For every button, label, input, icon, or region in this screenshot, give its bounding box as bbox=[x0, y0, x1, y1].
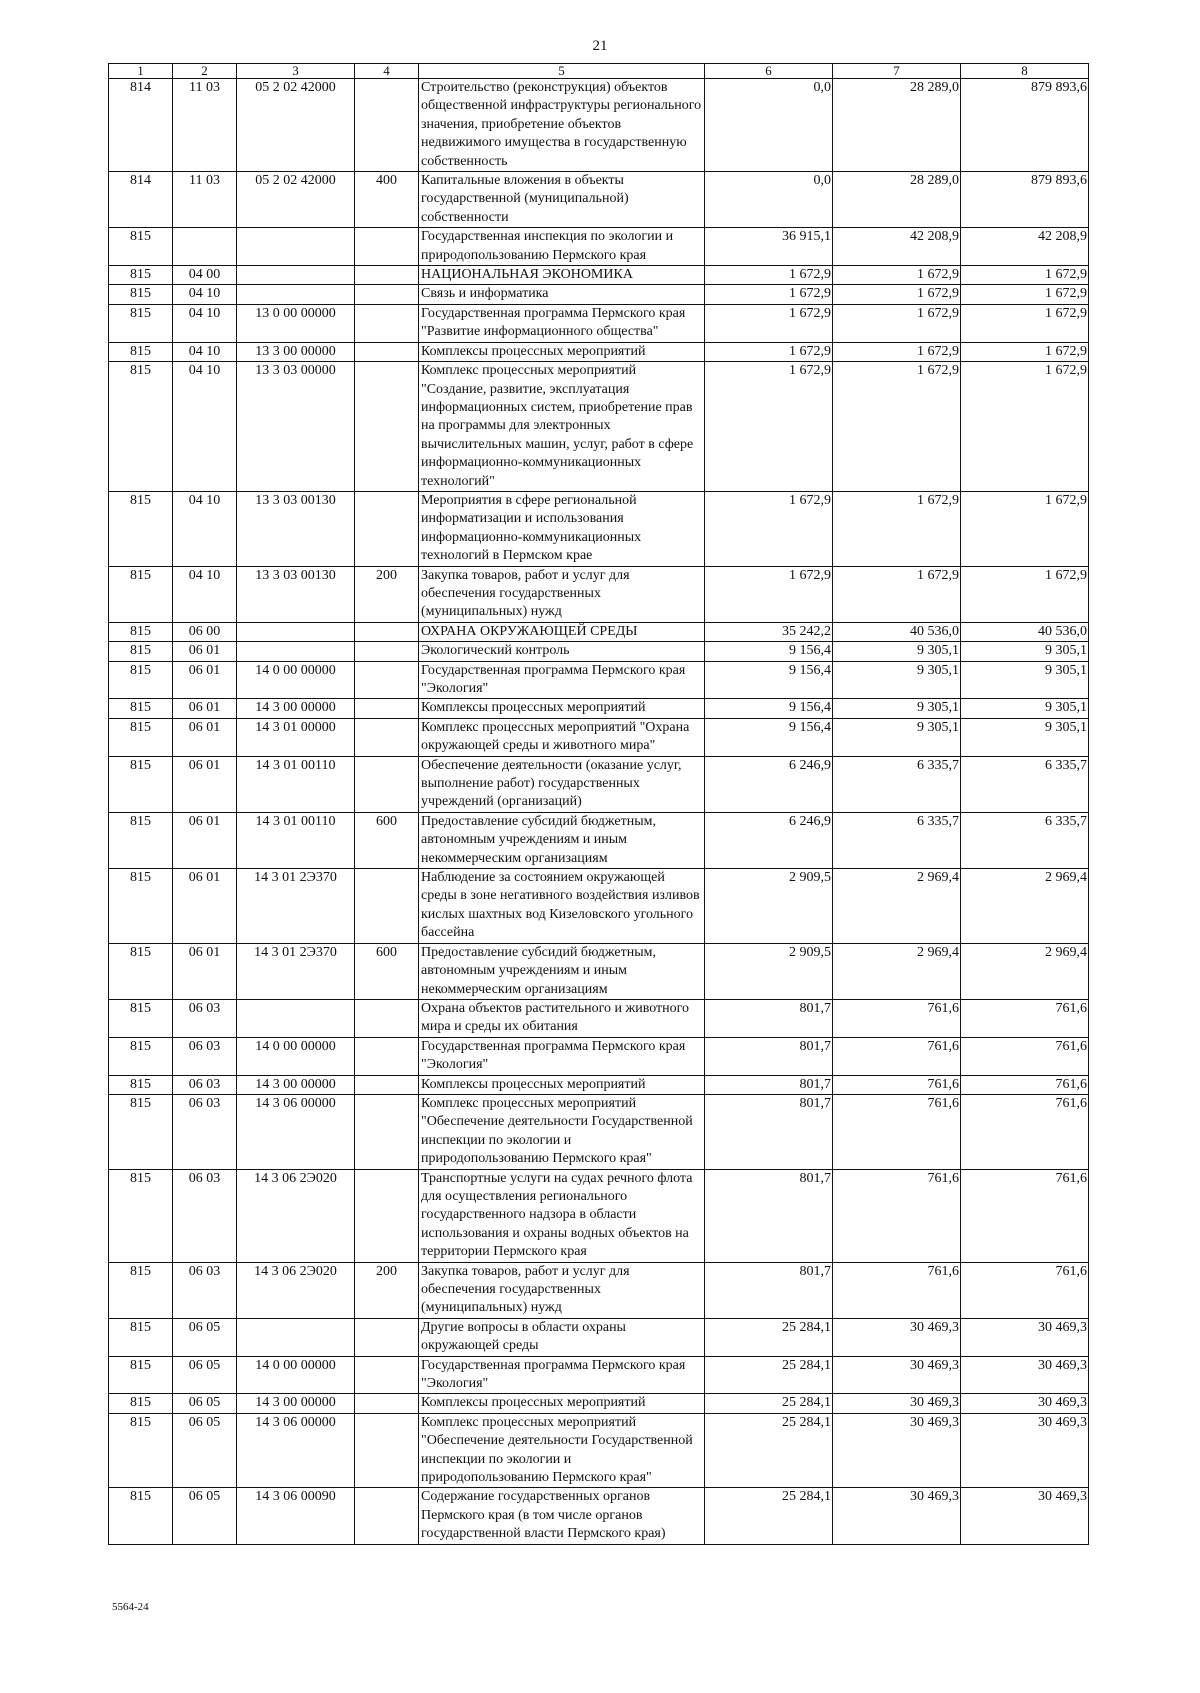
admin-code-cell: 815 bbox=[109, 1262, 173, 1318]
amount-col8-cell: 761,6 bbox=[961, 1094, 1089, 1169]
description-cell: Экологический контроль bbox=[419, 642, 705, 661]
amount-col7-cell: 761,6 bbox=[833, 1169, 961, 1262]
amount-col7-cell: 9 305,1 bbox=[833, 661, 961, 699]
table-row bbox=[109, 812, 1089, 868]
expense-type-cell bbox=[355, 1169, 419, 1262]
amount-col7-cell: 9 305,1 bbox=[833, 642, 961, 661]
table-row bbox=[109, 999, 1089, 1037]
admin-code-cell: 814 bbox=[109, 172, 173, 228]
section-code-cell: 06 05 bbox=[173, 1356, 237, 1394]
expense-type-cell bbox=[355, 1413, 419, 1488]
description-cell: Охрана объектов растительного и животного мира и среды их обитания bbox=[419, 999, 705, 1037]
amount-col7-cell: 761,6 bbox=[833, 1262, 961, 1318]
amount-col7-cell: 30 469,3 bbox=[833, 1413, 961, 1488]
expense-type-cell: 600 bbox=[355, 812, 419, 868]
amount-col7-cell: 1 672,9 bbox=[833, 342, 961, 361]
amount-col6-cell: 6 246,9 bbox=[705, 756, 833, 812]
description-cell: Закупка товаров, работ и услуг для обеспечения государственных (муниципальных) нужд bbox=[419, 1262, 705, 1318]
admin-code-cell: 815 bbox=[109, 812, 173, 868]
amount-col7-cell: 9 305,1 bbox=[833, 718, 961, 756]
amount-col7-cell: 1 672,9 bbox=[833, 491, 961, 566]
table-row bbox=[109, 622, 1089, 641]
section-code-cell: 06 03 bbox=[173, 1075, 237, 1094]
amount-col7-cell: 1 672,9 bbox=[833, 266, 961, 285]
table-row bbox=[109, 718, 1089, 756]
table-row bbox=[109, 566, 1089, 622]
budget-table bbox=[108, 63, 1089, 1545]
expense-type-cell bbox=[355, 718, 419, 756]
expense-type-cell bbox=[355, 491, 419, 566]
description-cell: Комплекс процессных мероприятий "Обеспечение деятельности Государственной инспекции по экологии и природопользованию Пермского края" bbox=[419, 1413, 705, 1488]
amount-col6-cell: 9 156,4 bbox=[705, 661, 833, 699]
column-header: 1 bbox=[109, 64, 173, 79]
amount-col8-cell: 30 469,3 bbox=[961, 1318, 1089, 1356]
admin-code-cell: 815 bbox=[109, 1094, 173, 1169]
description-cell: Комплексы процессных мероприятий bbox=[419, 1394, 705, 1413]
admin-code-cell: 815 bbox=[109, 999, 173, 1037]
amount-col8-cell: 1 672,9 bbox=[961, 342, 1089, 361]
expense-type-cell bbox=[355, 869, 419, 944]
target-article-cell: 14 3 06 00090 bbox=[237, 1488, 355, 1544]
admin-code-cell: 815 bbox=[109, 642, 173, 661]
section-code-cell: 06 03 bbox=[173, 1262, 237, 1318]
section-code-cell: 06 01 bbox=[173, 869, 237, 944]
target-article-cell: 13 3 03 00130 bbox=[237, 566, 355, 622]
admin-code-cell: 815 bbox=[109, 1356, 173, 1394]
amount-col6-cell: 801,7 bbox=[705, 1075, 833, 1094]
expense-type-cell bbox=[355, 661, 419, 699]
amount-col6-cell: 1 672,9 bbox=[705, 266, 833, 285]
admin-code-cell: 815 bbox=[109, 1394, 173, 1413]
amount-col7-cell: 6 335,7 bbox=[833, 756, 961, 812]
section-code-cell: 06 03 bbox=[173, 999, 237, 1037]
column-number-row bbox=[109, 64, 1089, 79]
section-code-cell: 06 01 bbox=[173, 756, 237, 812]
admin-code-cell: 815 bbox=[109, 1318, 173, 1356]
description-cell: Мероприятия в сфере региональной информатизации и использования информационно-коммуникационных технологий в Пермском крае bbox=[419, 491, 705, 566]
document-code: 5564-24 bbox=[112, 1601, 149, 1613]
description-cell: Комплекс процессных мероприятий "Охрана окружающей среды и животного мира" bbox=[419, 718, 705, 756]
expense-type-cell bbox=[355, 1037, 419, 1075]
table-row bbox=[109, 1094, 1089, 1169]
column-header: 5 bbox=[419, 64, 705, 79]
amount-col8-cell: 9 305,1 bbox=[961, 661, 1089, 699]
amount-col8-cell: 30 469,3 bbox=[961, 1413, 1089, 1488]
column-header: 7 bbox=[833, 64, 961, 79]
section-code-cell: 11 03 bbox=[173, 172, 237, 228]
expense-type-cell bbox=[355, 342, 419, 361]
amount-col6-cell: 35 242,2 bbox=[705, 622, 833, 641]
amount-col8-cell: 761,6 bbox=[961, 1075, 1089, 1094]
admin-code-cell: 815 bbox=[109, 491, 173, 566]
expense-type-cell bbox=[355, 999, 419, 1037]
section-code-cell: 04 10 bbox=[173, 342, 237, 361]
amount-col6-cell: 9 156,4 bbox=[705, 642, 833, 661]
amount-col6-cell: 9 156,4 bbox=[705, 718, 833, 756]
amount-col8-cell: 1 672,9 bbox=[961, 266, 1089, 285]
description-cell: Предоставление субсидий бюджетным, автономным учреждениям и иным некоммерческим организациям bbox=[419, 943, 705, 999]
amount-col6-cell: 801,7 bbox=[705, 999, 833, 1037]
table-row bbox=[109, 79, 1089, 172]
column-header: 8 bbox=[961, 64, 1089, 79]
section-code-cell: 06 01 bbox=[173, 699, 237, 718]
expense-type-cell bbox=[355, 642, 419, 661]
target-article-cell: 05 2 02 42000 bbox=[237, 79, 355, 172]
amount-col8-cell: 761,6 bbox=[961, 1262, 1089, 1318]
amount-col8-cell: 42 208,9 bbox=[961, 228, 1089, 266]
target-article-cell: 14 3 06 2Э020 bbox=[237, 1262, 355, 1318]
expense-type-cell bbox=[355, 1356, 419, 1394]
table-row bbox=[109, 642, 1089, 661]
table-row bbox=[109, 1037, 1089, 1075]
amount-col7-cell: 42 208,9 bbox=[833, 228, 961, 266]
table-row bbox=[109, 1262, 1089, 1318]
admin-code-cell: 815 bbox=[109, 1169, 173, 1262]
amount-col8-cell: 1 672,9 bbox=[961, 491, 1089, 566]
target-article-cell: 13 3 03 00000 bbox=[237, 362, 355, 492]
amount-col7-cell: 761,6 bbox=[833, 999, 961, 1037]
table-row bbox=[109, 1488, 1089, 1544]
amount-col8-cell: 6 335,7 bbox=[961, 756, 1089, 812]
amount-col6-cell: 25 284,1 bbox=[705, 1488, 833, 1544]
description-cell: Наблюдение за состоянием окружающей среды в зоне негативного воздействия изливов кислых шахтных вод Кизеловского угольного бассейна bbox=[419, 869, 705, 944]
amount-col6-cell: 2 909,5 bbox=[705, 943, 833, 999]
amount-col7-cell: 30 469,3 bbox=[833, 1356, 961, 1394]
description-cell: Комплекс процессных мероприятий "Обеспечение деятельности Государственной инспекции по экологии и природопользованию Пермского края" bbox=[419, 1094, 705, 1169]
section-code-cell: 06 05 bbox=[173, 1488, 237, 1544]
target-article-cell: 13 0 00 00000 bbox=[237, 304, 355, 342]
amount-col7-cell: 9 305,1 bbox=[833, 699, 961, 718]
target-article-cell: 14 3 06 00000 bbox=[237, 1413, 355, 1488]
target-article-cell: 14 0 00 00000 bbox=[237, 661, 355, 699]
target-article-cell: 14 3 06 00000 bbox=[237, 1094, 355, 1169]
amount-col6-cell: 9 156,4 bbox=[705, 699, 833, 718]
amount-col8-cell: 1 672,9 bbox=[961, 304, 1089, 342]
description-cell: Другие вопросы в области охраны окружающей среды bbox=[419, 1318, 705, 1356]
amount-col6-cell: 1 672,9 bbox=[705, 342, 833, 361]
amount-col6-cell: 6 246,9 bbox=[705, 812, 833, 868]
admin-code-cell: 815 bbox=[109, 869, 173, 944]
amount-col6-cell: 1 672,9 bbox=[705, 285, 833, 304]
target-article-cell: 14 3 01 00110 bbox=[237, 812, 355, 868]
amount-col8-cell: 1 672,9 bbox=[961, 566, 1089, 622]
table-row bbox=[109, 1075, 1089, 1094]
expense-type-cell bbox=[355, 1075, 419, 1094]
amount-col8-cell: 1 672,9 bbox=[961, 285, 1089, 304]
admin-code-cell: 815 bbox=[109, 1075, 173, 1094]
expense-type-cell bbox=[355, 1318, 419, 1356]
admin-code-cell: 815 bbox=[109, 1413, 173, 1488]
target-article-cell: 14 3 01 2Э370 bbox=[237, 869, 355, 944]
table-row bbox=[109, 342, 1089, 361]
target-article-cell bbox=[237, 622, 355, 641]
expense-type-cell bbox=[355, 79, 419, 172]
section-code-cell: 04 10 bbox=[173, 285, 237, 304]
description-cell: Обеспечение деятельности (оказание услуг, выполнение работ) государственных учреждений (организаций) bbox=[419, 756, 705, 812]
section-code-cell: 04 10 bbox=[173, 304, 237, 342]
expense-type-cell bbox=[355, 1094, 419, 1169]
description-cell: ОХРАНА ОКРУЖАЮЩЕЙ СРЕДЫ bbox=[419, 622, 705, 641]
amount-col8-cell: 9 305,1 bbox=[961, 699, 1089, 718]
amount-col7-cell: 1 672,9 bbox=[833, 304, 961, 342]
amount-col7-cell: 2 969,4 bbox=[833, 869, 961, 944]
amount-col6-cell: 0,0 bbox=[705, 172, 833, 228]
section-code-cell: 06 01 bbox=[173, 812, 237, 868]
page-number: 21 bbox=[592, 38, 608, 54]
amount-col6-cell: 1 672,9 bbox=[705, 362, 833, 492]
amount-col6-cell: 0,0 bbox=[705, 79, 833, 172]
expense-type-cell bbox=[355, 756, 419, 812]
description-cell: Государственная программа Пермского края "Экология" bbox=[419, 1037, 705, 1075]
amount-col6-cell: 25 284,1 bbox=[705, 1413, 833, 1488]
target-article-cell: 14 3 06 2Э020 bbox=[237, 1169, 355, 1262]
section-code-cell: 06 01 bbox=[173, 642, 237, 661]
expense-type-cell bbox=[355, 304, 419, 342]
amount-col6-cell: 36 915,1 bbox=[705, 228, 833, 266]
admin-code-cell: 815 bbox=[109, 756, 173, 812]
table-row bbox=[109, 228, 1089, 266]
admin-code-cell: 815 bbox=[109, 228, 173, 266]
amount-col7-cell: 30 469,3 bbox=[833, 1318, 961, 1356]
amount-col6-cell: 801,7 bbox=[705, 1262, 833, 1318]
admin-code-cell: 815 bbox=[109, 943, 173, 999]
table-row bbox=[109, 1318, 1089, 1356]
description-cell: Транспортные услуги на судах речного флота для осуществления регионального государственного надзора в области использования и охраны водных объектов на территории Пермского края bbox=[419, 1169, 705, 1262]
admin-code-cell: 815 bbox=[109, 661, 173, 699]
admin-code-cell: 815 bbox=[109, 362, 173, 492]
expense-type-cell bbox=[355, 1394, 419, 1413]
target-article-cell: 14 3 01 00110 bbox=[237, 756, 355, 812]
section-code-cell: 06 05 bbox=[173, 1318, 237, 1356]
expense-type-cell: 200 bbox=[355, 566, 419, 622]
description-cell: Комплексы процессных мероприятий bbox=[419, 1075, 705, 1094]
section-code-cell bbox=[173, 228, 237, 266]
amount-col8-cell: 879 893,6 bbox=[961, 172, 1089, 228]
target-article-cell: 14 3 00 00000 bbox=[237, 699, 355, 718]
expense-type-cell bbox=[355, 285, 419, 304]
target-article-cell: 05 2 02 42000 bbox=[237, 172, 355, 228]
description-cell: Содержание государственных органов Пермского края (в том числе органов государственной власти Пермского края) bbox=[419, 1488, 705, 1544]
description-cell: Связь и информатика bbox=[419, 285, 705, 304]
table-row bbox=[109, 491, 1089, 566]
amount-col8-cell: 6 335,7 bbox=[961, 812, 1089, 868]
admin-code-cell: 815 bbox=[109, 1037, 173, 1075]
amount-col6-cell: 1 672,9 bbox=[705, 566, 833, 622]
admin-code-cell: 815 bbox=[109, 1488, 173, 1544]
description-cell: Комплекс процессных мероприятий "Создание, развитие, эксплуатация информационных систем, приобретение прав на программы для электронных вычислительных машин, услуг, работ в сфере информационно-коммуникационных технологий" bbox=[419, 362, 705, 492]
target-article-cell: 13 3 00 00000 bbox=[237, 342, 355, 361]
admin-code-cell: 815 bbox=[109, 304, 173, 342]
table-row bbox=[109, 661, 1089, 699]
amount-col6-cell: 801,7 bbox=[705, 1169, 833, 1262]
amount-col7-cell: 28 289,0 bbox=[833, 79, 961, 172]
amount-col8-cell: 30 469,3 bbox=[961, 1488, 1089, 1544]
description-cell: Комплексы процессных мероприятий bbox=[419, 699, 705, 718]
admin-code-cell: 815 bbox=[109, 342, 173, 361]
target-article-cell bbox=[237, 642, 355, 661]
amount-col6-cell: 2 909,5 bbox=[705, 869, 833, 944]
target-article-cell bbox=[237, 285, 355, 304]
amount-col8-cell: 30 469,3 bbox=[961, 1394, 1089, 1413]
target-article-cell bbox=[237, 266, 355, 285]
section-code-cell: 04 10 bbox=[173, 491, 237, 566]
section-code-cell: 06 01 bbox=[173, 718, 237, 756]
target-article-cell: 14 3 01 00000 bbox=[237, 718, 355, 756]
amount-col8-cell: 2 969,4 bbox=[961, 943, 1089, 999]
amount-col6-cell: 1 672,9 bbox=[705, 491, 833, 566]
description-cell: Капитальные вложения в объекты государственной (муниципальной) собственности bbox=[419, 172, 705, 228]
amount-col7-cell: 6 335,7 bbox=[833, 812, 961, 868]
table-row bbox=[109, 172, 1089, 228]
expense-type-cell bbox=[355, 1488, 419, 1544]
description-cell: Государственная инспекция по экологии и природопользованию Пермского края bbox=[419, 228, 705, 266]
amount-col8-cell: 761,6 bbox=[961, 1037, 1089, 1075]
admin-code-cell: 815 bbox=[109, 266, 173, 285]
target-article-cell bbox=[237, 999, 355, 1037]
amount-col6-cell: 25 284,1 bbox=[705, 1394, 833, 1413]
amount-col8-cell: 761,6 bbox=[961, 1169, 1089, 1262]
admin-code-cell: 815 bbox=[109, 566, 173, 622]
target-article-cell: 13 3 03 00130 bbox=[237, 491, 355, 566]
expense-type-cell bbox=[355, 228, 419, 266]
table-row bbox=[109, 266, 1089, 285]
amount-col7-cell: 2 969,4 bbox=[833, 943, 961, 999]
amount-col7-cell: 40 536,0 bbox=[833, 622, 961, 641]
table-row bbox=[109, 304, 1089, 342]
table-row bbox=[109, 869, 1089, 944]
table-row bbox=[109, 1169, 1089, 1262]
column-header: 4 bbox=[355, 64, 419, 79]
expense-type-cell: 600 bbox=[355, 943, 419, 999]
target-article-cell: 14 0 00 00000 bbox=[237, 1037, 355, 1075]
target-article-cell: 14 3 00 00000 bbox=[237, 1394, 355, 1413]
target-article-cell: 14 3 00 00000 bbox=[237, 1075, 355, 1094]
section-code-cell: 04 00 bbox=[173, 266, 237, 285]
section-code-cell: 06 03 bbox=[173, 1169, 237, 1262]
amount-col7-cell: 30 469,3 bbox=[833, 1394, 961, 1413]
amount-col7-cell: 761,6 bbox=[833, 1094, 961, 1169]
expense-type-cell: 400 bbox=[355, 172, 419, 228]
admin-code-cell: 815 bbox=[109, 699, 173, 718]
admin-code-cell: 815 bbox=[109, 622, 173, 641]
table-body bbox=[109, 79, 1089, 1545]
amount-col6-cell: 25 284,1 bbox=[705, 1318, 833, 1356]
description-cell: НАЦИОНАЛЬНАЯ ЭКОНОМИКА bbox=[419, 266, 705, 285]
description-cell: Закупка товаров, работ и услуг для обеспечения государственных (муниципальных) нужд bbox=[419, 566, 705, 622]
amount-col6-cell: 801,7 bbox=[705, 1037, 833, 1075]
amount-col7-cell: 1 672,9 bbox=[833, 285, 961, 304]
amount-col8-cell: 30 469,3 bbox=[961, 1356, 1089, 1394]
amount-col8-cell: 2 969,4 bbox=[961, 869, 1089, 944]
amount-col7-cell: 1 672,9 bbox=[833, 566, 961, 622]
admin-code-cell: 815 bbox=[109, 718, 173, 756]
section-code-cell: 06 05 bbox=[173, 1413, 237, 1488]
column-header: 3 bbox=[237, 64, 355, 79]
target-article-cell bbox=[237, 1318, 355, 1356]
amount-col7-cell: 28 289,0 bbox=[833, 172, 961, 228]
table-row bbox=[109, 362, 1089, 492]
target-article-cell: 14 0 00 00000 bbox=[237, 1356, 355, 1394]
section-code-cell: 06 01 bbox=[173, 661, 237, 699]
amount-col8-cell: 761,6 bbox=[961, 999, 1089, 1037]
amount-col8-cell: 9 305,1 bbox=[961, 642, 1089, 661]
table-row bbox=[109, 756, 1089, 812]
section-code-cell: 06 03 bbox=[173, 1094, 237, 1169]
amount-col7-cell: 761,6 bbox=[833, 1075, 961, 1094]
section-code-cell: 06 03 bbox=[173, 1037, 237, 1075]
expense-type-cell bbox=[355, 266, 419, 285]
table-row bbox=[109, 285, 1089, 304]
amount-col7-cell: 1 672,9 bbox=[833, 362, 961, 492]
amount-col7-cell: 30 469,3 bbox=[833, 1488, 961, 1544]
amount-col7-cell: 761,6 bbox=[833, 1037, 961, 1075]
amount-col6-cell: 801,7 bbox=[705, 1094, 833, 1169]
table-row bbox=[109, 699, 1089, 718]
description-cell: Государственная программа Пермского края "Экология" bbox=[419, 1356, 705, 1394]
amount-col8-cell: 40 536,0 bbox=[961, 622, 1089, 641]
expense-type-cell bbox=[355, 699, 419, 718]
section-code-cell: 06 01 bbox=[173, 943, 237, 999]
description-cell: Строительство (реконструкция) объектов общественной инфраструктуры регионального значения, приобретение объектов недвижимого имущества в государственную собственность bbox=[419, 79, 705, 172]
amount-col6-cell: 25 284,1 bbox=[705, 1356, 833, 1394]
admin-code-cell: 814 bbox=[109, 79, 173, 172]
target-article-cell bbox=[237, 228, 355, 266]
column-header: 2 bbox=[173, 64, 237, 79]
description-cell: Предоставление субсидий бюджетным, автономным учреждениям и иным некоммерческим организациям bbox=[419, 812, 705, 868]
table-row bbox=[109, 1356, 1089, 1394]
section-code-cell: 04 10 bbox=[173, 362, 237, 492]
expense-type-cell bbox=[355, 362, 419, 492]
table-row bbox=[109, 943, 1089, 999]
table-row bbox=[109, 1413, 1089, 1488]
section-code-cell: 11 03 bbox=[173, 79, 237, 172]
column-header: 6 bbox=[705, 64, 833, 79]
description-cell: Комплексы процессных мероприятий bbox=[419, 342, 705, 361]
target-article-cell: 14 3 01 2Э370 bbox=[237, 943, 355, 999]
table-row bbox=[109, 1394, 1089, 1413]
admin-code-cell: 815 bbox=[109, 285, 173, 304]
amount-col8-cell: 9 305,1 bbox=[961, 718, 1089, 756]
section-code-cell: 06 00 bbox=[173, 622, 237, 641]
section-code-cell: 06 05 bbox=[173, 1394, 237, 1413]
description-cell: Государственная программа Пермского края "Развитие информационного общества" bbox=[419, 304, 705, 342]
amount-col8-cell: 879 893,6 bbox=[961, 79, 1089, 172]
expense-type-cell bbox=[355, 622, 419, 641]
expense-type-cell: 200 bbox=[355, 1262, 419, 1318]
description-cell: Государственная программа Пермского края "Экология" bbox=[419, 661, 705, 699]
section-code-cell: 04 10 bbox=[173, 566, 237, 622]
amount-col8-cell: 1 672,9 bbox=[961, 362, 1089, 492]
amount-col6-cell: 1 672,9 bbox=[705, 304, 833, 342]
